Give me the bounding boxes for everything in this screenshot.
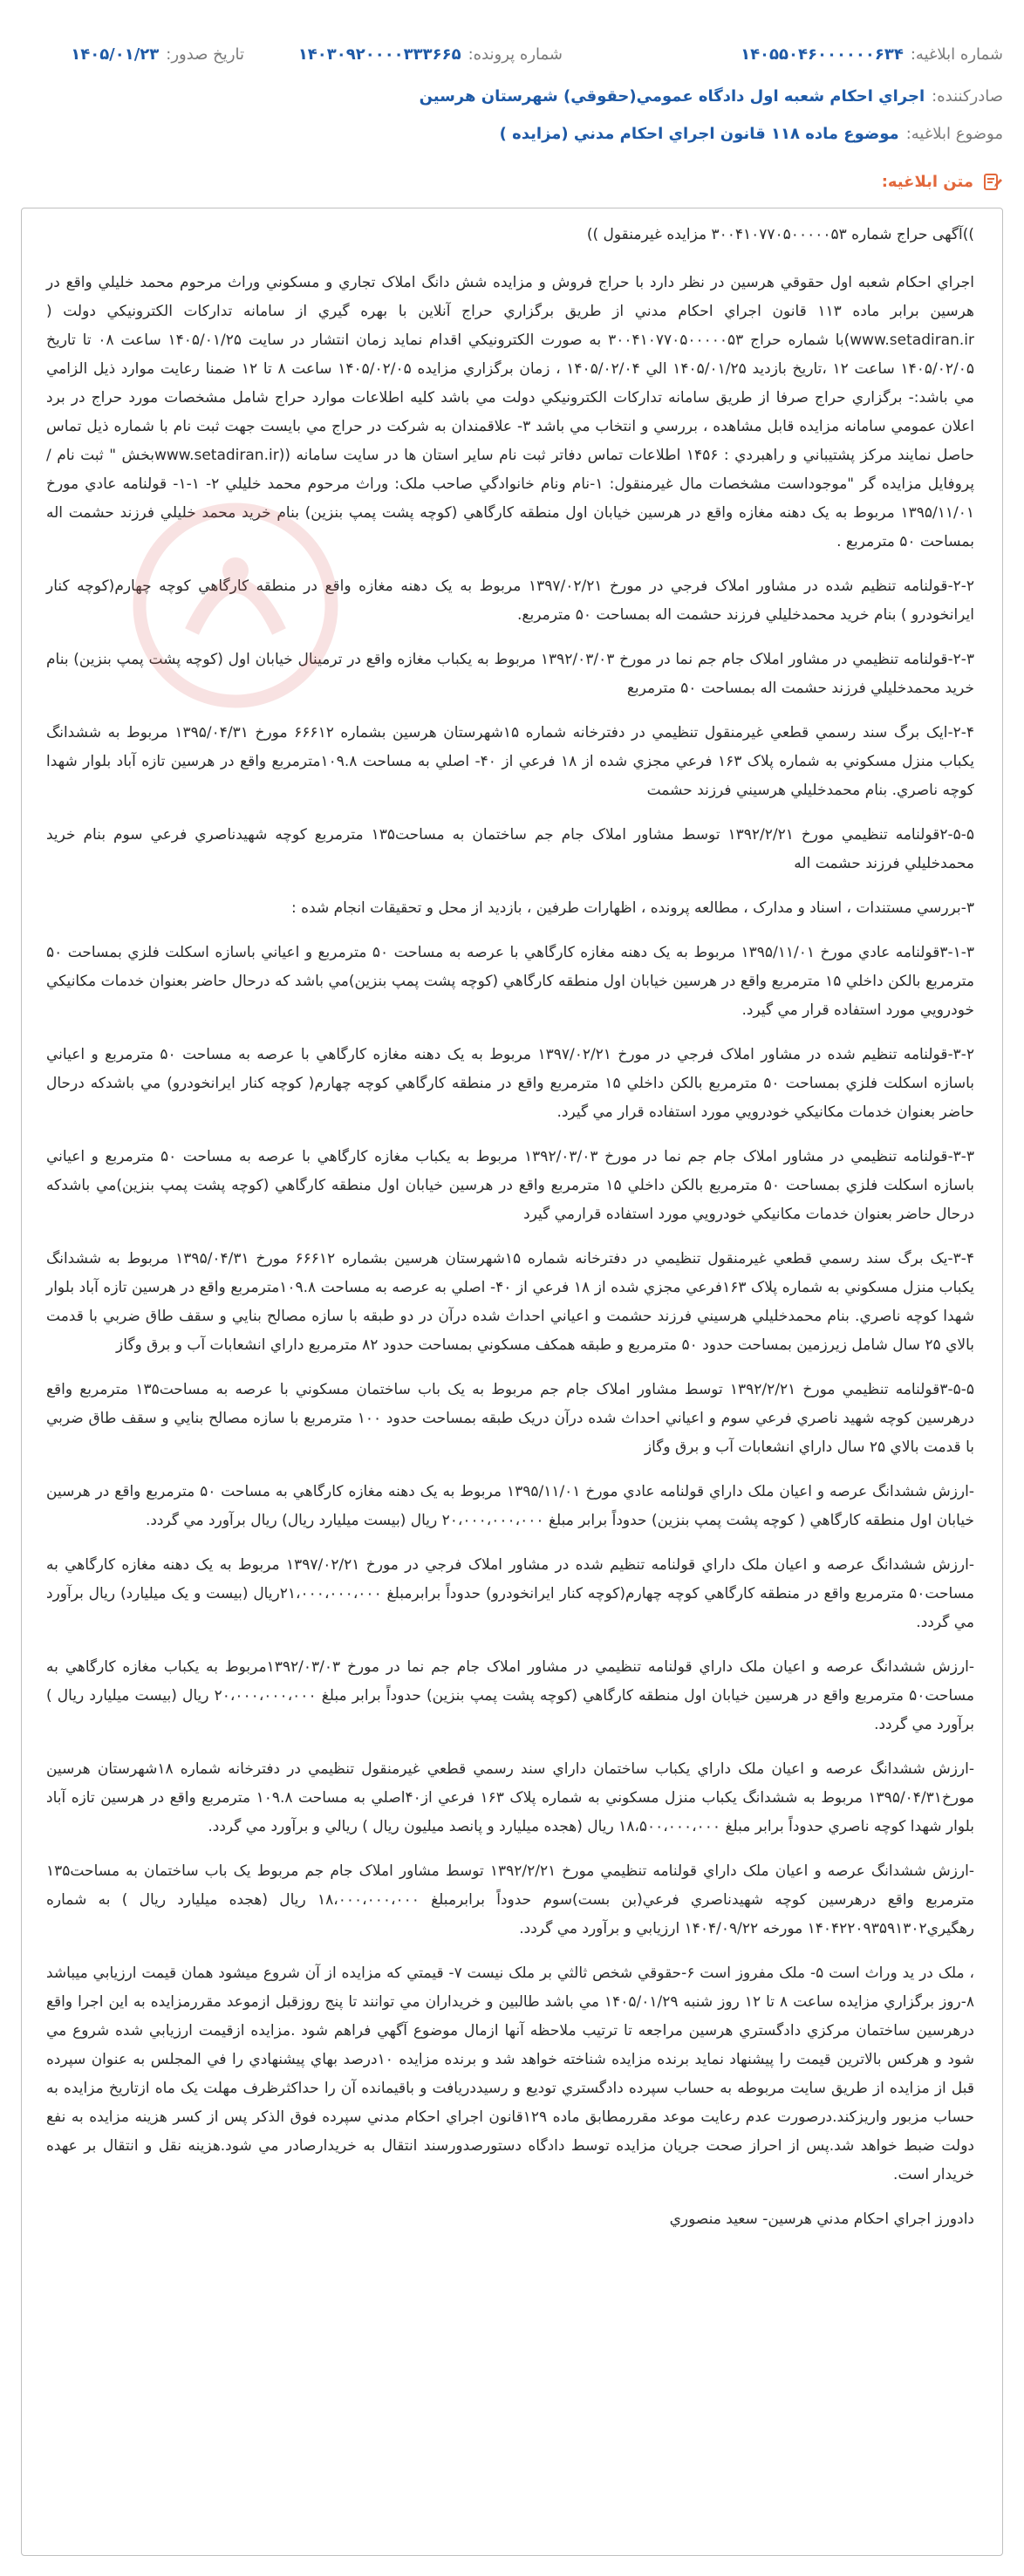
subject-row bbox=[21, 125, 1003, 143]
body-paragraph: ۳-۴-يک برگ سند رسمي قطعي غيرمنقول تنظيمي در دفترخانه شماره ۱۵شهرستان هرسين بشماره ۶۶۶۱۲ مورخ ۱۳۹۵/۰۴/۳۱ مربوط به ششدانگ يکباب منزل مسکوني به شماره پلاک ۱۶۳فرعي مجزي شده از ۱۸ فرعي از ۴۰- اصلي به عرصه به مساحت ۱۰۹.۸مترمربع واقع در هرسين تازه آباد بلوار شهدا کوچه ناصري. بنام محمدخليلي هرسيني فرزند حشمت و اعياني احداث شده درآن در دو طبقه با سازه مصالح بنايي و سقف طاق ضربي با قدمت بالاي ۲۵ سال شامل زيرزمين بمساحت حدود ۵۰ مترمربع و طبقه همکف مسکوني بمساحت حدود ۸۲ مترمربع داراي انشعابات آب و برق وگاز bbox=[46, 1250, 974, 1354]
body-paragraph: ۲-۳-قولنامه تنظيمي در مشاور املاک جام جم نما در مورخ ۱۳۹۲/۰۳/۰۳ مربوط به يکباب مغازه واقع در ترمينال خيابان اول (کوچه پشت پمپ بنزين) بنام خريد محمدخليلي فرزند حشمت اله بمساحت ۵۰ مترمربع bbox=[46, 651, 974, 697]
body-paragraph: -ارزش ششدانگ عرصه و اعيان ملک داراي يکباب ساختمان داراي سند رسمي قطعي غيرمنقول تنظيمي در دفترخانه شماره ۱۸شهرستان هرسين مورخ۱۳۹۵/۰۴/۳۱ مربوط به ششدانگ يکباب منزل مسکوني به شماره پلاک ۱۶۳ فرعي از۴۰اصلي به مساحت ۱۰۹.۸ مترمربع واقع در هرسين تازه آباد بلوار شهدا کوچه ناصري حدوداً برابر مبلغ ۱۸،۵۰۰،۰۰۰،۰۰۰ ريال (هجده ميليارد و پانصد ميليون ريال ) ريالي و برآورد مي گردد. bbox=[46, 1760, 975, 1835]
body-paragraph: ۳-۲-قولنامه تنظيم شده در مشاور املاک فرجي در مورخ ۱۳۹۷/۰۲/۲۱ مربوط به يک دهنه مغازه کارگاهي با عرصه به مساحت ۵۰ مترمربع و اعياني باسازه اسکلت فلزي بمساحت ۵۰ مترمربع بالکن داخلي ۱۵ مترمربع واقع در منطقه کارگاهي کوچه چهارم( کوچه کنار ايرانخودرو) مي باشدکه درحال حاضر بعنوان خدمات مکانيکي خودرويي مورد استفاده قرار مي گيرد. bbox=[46, 1046, 975, 1121]
issue-number bbox=[741, 45, 1003, 64]
notice-text-label: متن ابلاغيه: bbox=[881, 172, 973, 191]
body-paragraph: اجراي احکام شعبه اول حقوقي هرسين در نظر دارد با حراج فروش و مزايده شش دانگ املاک تجاري و مسکوني وراث مرحوم محمد خليلي واقع در هرسين برابر ماده ۱۱۳ قانون اجراي احکام مدني از طريق برگزاري حراج آنلاين با بهره گيري از سامانه تدارکات الکترونيکي دولت ( www.setadiran.ir)با شماره حراج ۳۰۰۴۱۰۷۷۰۵۰۰۰۰۰۵۳ به صورت الکترونيکي اقدام نمايد زمان انتشار در سايت ۱۴۰۵/۰۱/۲۵ ساعت ۰۸ تا تاريخ ۱۴۰۵/۰۲/۰۵ ساعت ۱۲ ،تاريخ بازديد ۱۴۰۵/۰۱/۲۵ الي ۱۴۰۵/۰۲/۰۴ ، زمان برگزاري مزايده ۱۴۰۵/۰۲/۰۵ ساعت ۸ تا ۱۲ ضمنا رعايت موارد ذيل الزامي مي باشد:- برگزاري حراج صرفا از طريق سامانه تدارکات الکترونيکي دولت مي باشد کليه اطلاعات موارد حراج شامل مشخصات مورد حراج در برد اعلان عمومي سامانه مزايده قابل مشاهده ، بررسي و انتخاب مي باشد ۳- علاقمندان به شرکت در حراج مي بايست جهت ثبت نام با شماره ذيل تماس حاصل نمايند مرکز پشتيباني و راهبردي : ۱۴۵۶ اطلاعات تماس دفاتر ثبت نام ساير استان ها در سايت سامانه ((www.setadiran.irبخش " ثبت نام /پروفايل مزايده گر "موجوداست مشخصات مال غيرمنقول: ۱-نام ونام خانوادگي صاحب ملک: وراث مرحوم محمد خليلي ۲- ۱-۱- قولنامه عادي مورخ ۱۳۹۵/۱۱/۰۱ مربوط به يک دهنه مغازه واقع در هرسين خيابان اول منطقه کارگاهي (کوچه پشت پمپ بنزين) بنام خريد محمد خليلي فرزند حشمت اله بمساحت ۵۰ مترمربع . bbox=[46, 274, 975, 550]
subject-label: موضوع ابلاغيه: bbox=[905, 125, 1003, 143]
case-number-label: شماره پرونده: bbox=[468, 45, 563, 64]
document-note-icon bbox=[982, 171, 1003, 192]
body-paragraph: -ارزش ششدانگ عرصه و اعيان ملک داراي قولنامه عادي مورخ ۱۳۹۵/۱۱/۰۱ مربوط به يک دهنه مغازه کارگاهي به مساحت ۵۰ مترمربع واقع در هرسين خيابان اول منطقه کارگاهي ( کوچه پشت پمپ بنزين) حدوداً برابر مبلغ ۲۰،۰۰۰،۰۰۰،۰۰۰ ريال (بيست ميليارد ريال) ريال برآورد مي گردد. bbox=[46, 1483, 974, 1529]
body-paragraph: ۳-۵-۵قولنامه تنظيمي مورخ ۱۳۹۲/۲/۲۱ توسط مشاور املاک جام جم مربوط به يک باب ساختمان مسکوني با عرصه به مساحت۱۳۵ مترمربع واقع درهرسين کوچه شهيد ناصري فرعي سوم و اعياني احداث شده درآن دريک طبقه بمساحت حدود ۱۰۰ مترمربع با سازه مصالح بنايي و سقف طاق ضربي با قدمت بالاي ۲۵ سال داراي انشعابات آب و برق وگاز bbox=[46, 1381, 974, 1456]
case-number-value: ۱۴۰۳۰۹۲۰۰۰۰۳۳۳۶۶۵ bbox=[297, 45, 461, 64]
notice-body-text bbox=[22, 208, 1002, 2234]
body-paragraph: -ارزش ششدانگ عرصه و اعيان ملک داراي قولنامه تنظيمي مورخ ۱۳۹۲/۲/۲۱ توسط مشاور املاک جام جم مربوط يک باب ساختمان به مساحت۱۳۵ مترمربع واقع درهرسين کوچه شهيدناصري فرعي(بن بست)سوم حدوداً برابرمبلغ ۱۸،۰۰۰،۰۰۰،۰۰۰ ريال (هجده ميليارد ريال ) به شماره رهگيري۱۴۰۴۲۲۰۹۳۵۹۱۳۰۲ مورخه ۱۴۰۴/۰۹/۲۲ ارزيابي و برآورد مي گردد. bbox=[46, 1862, 974, 1937]
notice-text-heading bbox=[882, 171, 1003, 192]
issue-number-value: ۱۴۰۵۵۰۴۶۰۰۰۰۰۰۶۳۴ bbox=[741, 45, 904, 64]
body-paragraph: -ارزش ششدانگ عرصه و اعيان ملک داراي قولنامه تنظيمي در مشاور املاک جام جم نما در مورخ ۱۳۹۲/۰۳/۰۳مربوط به يکباب مغازه کارگاهي به مساحت۵۰ مترمربع واقع در هرسين خيابان اول منطقه کارگاهي (کوچه پشت پمپ بنزين) حدوداً برابر مبلغ ۲۰،۰۰۰،۰۰۰،۰۰۰ ريال (بيست ميليارد ريال ) برآورد مي گردد. bbox=[46, 1658, 975, 1733]
body-paragraph: ، ملک در يد وراث است ۵- ملک مفروز است ۶-حقوقي شخص ثالثي بر ملک نيست ۷- قيمتي که مزايده از آن شروع ميشود همان قيمت ارزيابي ميباشد ۸-روز برگزاري مزايده ساعت ۸ تا ۱۲ روز شنبه ۱۴۰۵/۰۱/۲۹ مي باشد طالبين و خريداران مي توانند تا پنج روزقبل ازموعد مقررمزايده به اين اجرا واقع درهرسين ساختمان مرکزي دادگستري هرسين مراجعه تا ترتيب ملاحظه آنها ازمال موضوع آگهي فراهم شود .مزايده ازقيمت ارزيابي شده شروع مي شود و هرکس بالاترين قيمت را پيشنهاد نمايد برنده مزايده شناخته خواهد شد و برنده مزايده ۱۰درصد بهاي پيشنهادي را في المجلس به عنوان سپرده قبل از مزايده از طريق سايت مربوطه به حساب سپرده دادگستري توديع و رسيددريافت و باقيمانده آن را حداکثرظرف مهلت يک ماه ازتاريخ مزايده به حساب مزبور واريزکند.درصورت عدم رعايت موعد مقررمطابق ماده ۱۲۹قانون اجراي احکام مدني سپرده فوق الذکر پس از کسر هزينه مزايده به نفع دولت ضبط خواهد شد.پس از احراز صحت جريان مزايده توسط دادگاه دستورصدورسند انتقال به خريدارصادر مي شود.هزينه نقل و انتقال بر عهده خريدار است. bbox=[46, 1964, 975, 2183]
notice-body-card bbox=[21, 208, 1003, 2556]
issue-date-value: ۱۴۰۵/۰۱/۲۳ bbox=[71, 45, 160, 64]
body-paragraph: ۲-۴-ايک برگ سند رسمي قطعي غيرمنقول تنظيمي در دفترخانه شماره ۱۵شهرستان هرسين بشماره ۶۶۶۱۲ مورخ ۱۳۹۵/۰۴/۳۱ مربوط به ششدانگ يکباب منزل مسکوني به شماره پلاک ۱۶۳ فرعي مجزي شده از ۱۸ فرعي از ۴۰- اصلي به مساحت ۱۰۹.۸مترمربع واقع در هرسين تازه آباد بلوار شهدا کوچه ناصري. بنام محمدخليلي هرسيني فرزند حشمت bbox=[46, 724, 974, 799]
issue-number-label: شماره ابلاغيه: bbox=[910, 45, 1003, 64]
issuer-value: اجراي احکام شعبه اول دادگاه عمومي(حقوقي) شهرستان هرسين bbox=[419, 87, 925, 106]
body-paragraph: -ارزش ششدانگ عرصه و اعيان ملک داراي قولنامه تنظيم شده در مشاور املاک فرجي در مورخ ۱۳۹۷/۰۲/۲۱ مربوط به يک دهنه مغازه کارگاهي به مساحت۵۰ مترمربع واقع در منطقه کارگاهي کوچه چهارم(کوچه کنار ايرانخودرو) حدوداً برابرمبلغ ۲۱،۰۰۰،۰۰۰،۰۰۰ريال (بيست و يک ميليارد) ريال برآورد مي گردد. bbox=[46, 1556, 974, 1631]
body-paragraph: ۲-۵-۵قولنامه تنظيمي مورخ ۱۳۹۲/۲/۲۱ توسط مشاور املاک جام جم ساختمان به مساحت۱۳۵ مترمربع کوچه شهيدناصري فرعي سوم بنام خريد محمدخليلي فرزند حشمت اله bbox=[46, 826, 974, 872]
body-paragraph: ۲-۲-قولنامه تنظيم شده در مشاور املاک فرجي در مورخ ۱۳۹۷/۰۲/۲۱ مربوط به يک دهنه مغازه واقع در منطقه کارگاهي کوچه چهارم(کوچه کنار ايرانخودرو ) بنام خريد محمدخليلي فرزند حشمت اله بمساحت ۵۰ مترمربع. bbox=[46, 577, 974, 624]
body-paragraph: ۳-۱-۳قولنامه عادي مورخ ۱۳۹۵/۱۱/۰۱ مربوط به يک دهنه مغازه کارگاهي با عرصه به مساحت ۵۰ مترمربع و اعياني باسازه اسکلت فلزي بمساحت ۵۰ مترمربع بالکن داخلي ۱۵ مترمربع واقع در هرسين خيابان اول منطقه کارگاهي (کوچه پشت پمپ بنزين)مي باشد که درحال حاضر بعنوان خدمات مکانيکي خودرويي مورد استفاده قرار مي گيرد. bbox=[46, 944, 974, 1019]
issue-date bbox=[71, 45, 244, 64]
signature-line: دادورز اجراي احکام مدني هرسين- سعيد منصوري bbox=[669, 2210, 974, 2228]
body-paragraph: ۳-بررسي مستندات ، اسناد و مدارک ، مطالعه پرونده ، اظهارات طرفين ، بازديد از محل و تحقيقات انجام شده : bbox=[291, 899, 974, 917]
body-paragraph: ۳-۳-قولنامه تنظيمي در مشاور املاک جام جم نما در مورخ ۱۳۹۲/۰۳/۰۳ مربوط به يکباب مغازه کارگاهي با عرصه به مساحت ۵۰ مترمربع و اعياني باسازه اسکلت فلزي بمساحت ۵۰ مترمربع بالکن داخلي ۱۵ مترمربع واقع در هرسين خيابان اول منطقه کارگاهي (کوچه پشت پمپ بنزين)مي باشدکه درحال حاضر بعنوان خدمات مکانيکي خودرويي مورد استفاده قرارمي گيرد bbox=[46, 1148, 974, 1223]
case-number bbox=[298, 45, 563, 64]
subject-value: موضوع ماده ۱۱۸ قانون اجراي احکام مدني (مزايده ) bbox=[499, 125, 899, 143]
issuer-row bbox=[21, 87, 1003, 106]
issue-date-label: تاريخ صدور: bbox=[166, 45, 244, 64]
auction-title: ))آگهی حراج شماره ۳۰۰۴۱۰۷۷۰۵۰۰۰۰۰۵۳ مزایده غیرمنقول )) bbox=[586, 226, 974, 243]
issuer-label: صادرکننده: bbox=[932, 87, 1003, 106]
